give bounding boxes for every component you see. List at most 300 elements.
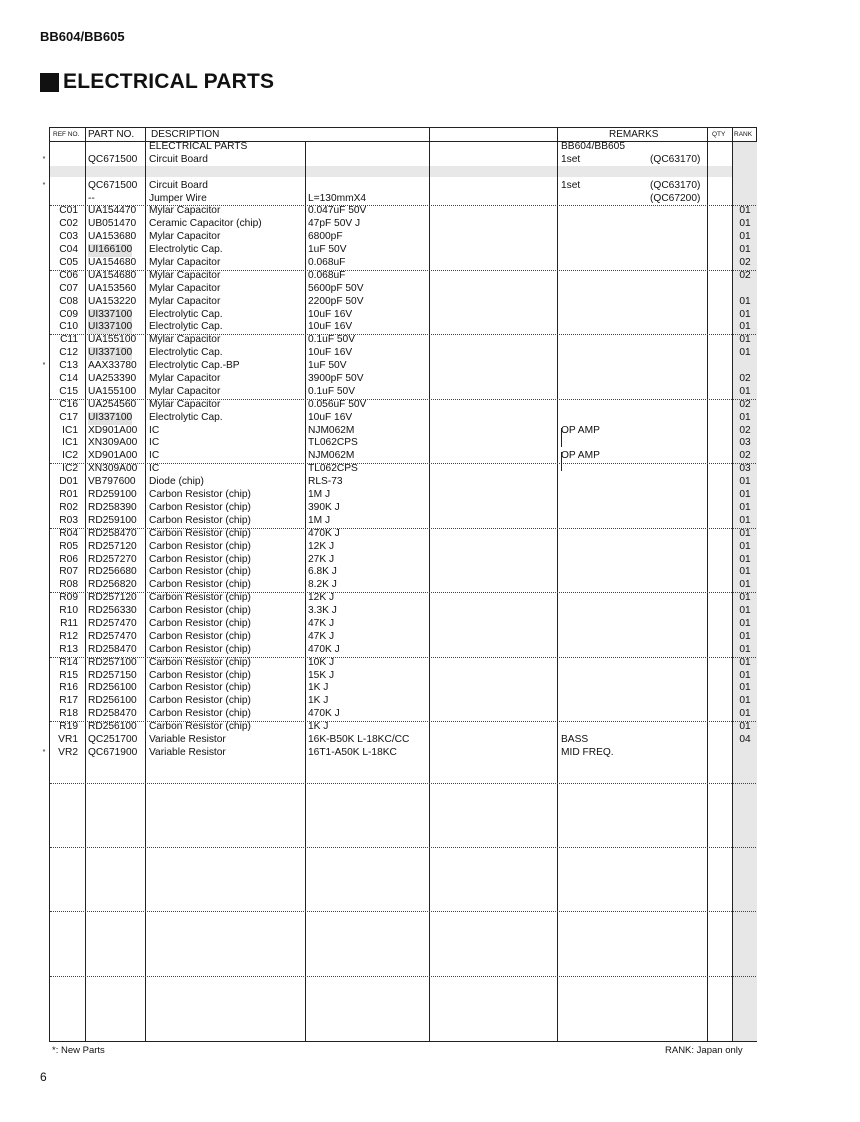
cell-ref: R15 [59, 669, 78, 681]
cell-part: XD901A00 [88, 450, 138, 462]
cell-part: UA154680 [88, 269, 137, 281]
cell-part: RD256100 [88, 721, 137, 733]
cell-star: * [42, 181, 46, 189]
cell-desc: Carbon Resistor (chip) [149, 579, 251, 591]
table-row [50, 218, 756, 231]
cell-rank: 01 [739, 708, 751, 720]
cell-part: -- [88, 192, 95, 204]
cell-part: QC671500 [88, 153, 138, 165]
cell-rem2: (QC63170) [650, 153, 701, 165]
cell-desc: Carbon Resistor (chip) [149, 489, 251, 501]
cell-val: 0.056uF 50V [308, 398, 367, 410]
cell-val: 6800pF [308, 231, 343, 243]
table-row [50, 541, 756, 554]
cell-val: NJM062M [308, 424, 355, 436]
cell-desc: Carbon Resistor (chip) [149, 566, 251, 578]
cell-rem: 1set [561, 179, 581, 191]
cell-desc: Mylar Capacitor [149, 231, 221, 243]
cell-desc: Carbon Resistor (chip) [149, 708, 251, 720]
cell-rank: 01 [739, 540, 751, 552]
table-row [50, 296, 756, 309]
cell-ref: C13 [59, 360, 78, 372]
cell-desc: Carbon Resistor (chip) [149, 540, 251, 552]
cell-ref: R16 [59, 682, 78, 694]
cell-desc: IC [149, 437, 160, 449]
cell-val: 10K J [308, 656, 335, 668]
table-row [50, 347, 756, 360]
cell-ref: R08 [59, 579, 78, 591]
cell-val: 12K J [308, 540, 335, 552]
cell-ref: C10 [59, 321, 78, 333]
table-row [50, 631, 756, 644]
cell-star: * [42, 362, 46, 370]
cell-rank: 02 [739, 373, 751, 385]
cell-ref: C04 [59, 244, 78, 256]
cell-val: 0.047uF 50V [308, 205, 367, 217]
cell-desc: Carbon Resistor (chip) [149, 630, 251, 642]
cell-desc: Mylar Capacitor [149, 334, 221, 346]
cell-ref: C15 [59, 385, 78, 397]
cell-val: 1M J [308, 514, 331, 526]
cell-desc: Mylar Capacitor [149, 385, 221, 397]
cell-ref: R12 [59, 630, 78, 642]
table-row [50, 334, 756, 347]
cell-part: AAX33780 [88, 360, 137, 372]
header-description: DESCRIPTION [151, 129, 220, 140]
cell-part: UI337100 [88, 321, 133, 333]
cell-ref: VR2 [58, 746, 78, 758]
cell-rank: 01 [739, 231, 751, 243]
cell-part: UA154680 [88, 257, 137, 269]
cell-ref: C08 [59, 295, 78, 307]
cell-rank: 01 [739, 218, 751, 230]
cell-desc: Electrolytic Cap. [149, 347, 223, 359]
table-row [42, 179, 756, 193]
cell-val: 3900pF 50V [308, 373, 364, 385]
table-row [50, 579, 756, 592]
table-row [50, 309, 756, 322]
table-row [50, 592, 756, 605]
table-row [50, 670, 756, 683]
cell-val: 47pF 50V J [308, 218, 361, 230]
cell-rem: OP AMP [561, 450, 600, 462]
table-row [50, 283, 756, 296]
model-name: BB604/BB605 [40, 29, 125, 44]
cell-val: 10uF 16V [308, 321, 353, 333]
cell-rank: 01 [739, 605, 751, 617]
cell-part: UA155100 [88, 334, 137, 346]
table-row [50, 566, 756, 579]
table-row [50, 386, 756, 399]
cell-ref: IC2 [62, 463, 78, 475]
cell-part: RD257150 [88, 669, 137, 681]
cell-desc: Variable Resistor [149, 733, 226, 745]
cell-ref: C17 [59, 411, 78, 423]
table-row [42, 153, 756, 167]
table-row [50, 270, 756, 283]
table-row [50, 437, 756, 450]
cell-rank: 01 [739, 695, 751, 707]
cell-rank: 01 [739, 244, 751, 256]
cell-rank: 01 [739, 617, 751, 629]
table-row [50, 657, 756, 670]
cell-val: 12K J [308, 592, 335, 604]
cell-rank: 01 [739, 385, 751, 397]
cell-rank: 01 [739, 501, 751, 513]
cell-val: 1M J [308, 489, 331, 501]
cell-ref: R07 [59, 566, 78, 578]
cell-val: 15K J [308, 669, 335, 681]
table-row [50, 644, 756, 657]
cell-val: 390K J [308, 501, 340, 513]
cell-rank: 01 [739, 682, 751, 694]
cell-rank: 01 [739, 592, 751, 604]
cell-ref: D01 [59, 476, 78, 488]
cell-val: 5600pF 50V [308, 282, 364, 294]
cell-desc: Circuit Board [149, 153, 208, 165]
cell-part: QC671500 [88, 179, 138, 191]
cell-desc: IC [149, 450, 160, 462]
cell-rank: 01 [739, 630, 751, 642]
cell-val: 1K J [308, 682, 329, 694]
cell-ref: C05 [59, 257, 78, 269]
cell-part: UA153680 [88, 231, 137, 243]
cell-val: 16T1-A50K L-18KC [308, 746, 397, 758]
header-ref-no: REF NO. [53, 131, 80, 138]
cell-part: RD256680 [88, 566, 137, 578]
table-row [50, 605, 756, 618]
cell-part: UA254560 [88, 398, 137, 410]
cell-desc: Mylar Capacitor [149, 373, 221, 385]
cell-rem2: (QC63170) [650, 179, 701, 191]
cell-rank: 01 [739, 295, 751, 307]
header-remarks: REMARKS [609, 129, 659, 140]
table-row [50, 412, 756, 425]
cell-desc: Electrolytic Cap.-BP [149, 360, 240, 372]
dotted-separator [50, 847, 756, 848]
cell-part: QC671900 [88, 746, 138, 758]
cell-val: 2200pF 50V [308, 295, 364, 307]
cell-desc: Carbon Resistor (chip) [149, 643, 251, 655]
cell-rank: 01 [739, 334, 751, 346]
cell-part: RD258390 [88, 501, 137, 513]
cell-val: 470K J [308, 643, 340, 655]
table-row [50, 528, 756, 541]
cell-val: 8.2K J [308, 579, 337, 591]
cell-rem: MID FREQ. [561, 746, 614, 758]
cell-ref: C11 [60, 334, 78, 346]
table-row [42, 746, 756, 760]
section-title: ELECTRICAL PARTS [63, 70, 275, 93]
cell-ref: R09 [59, 592, 78, 604]
cell-part: UA155100 [88, 385, 137, 397]
new-parts-note: *: New Parts [52, 1045, 105, 1056]
cell-val: 47K J [308, 617, 335, 629]
cell-rank: 04 [739, 733, 751, 745]
table-row [50, 734, 756, 747]
cell-rank: 01 [739, 347, 751, 359]
cell-desc: Mylar Capacitor [149, 269, 221, 281]
cell-desc: Carbon Resistor (chip) [149, 669, 251, 681]
header-qty: QTY [712, 131, 726, 138]
cell-val: RLS-73 [308, 476, 343, 488]
cell-part: RD258470 [88, 643, 137, 655]
cell-rank: 01 [739, 566, 751, 578]
dotted-separator [50, 911, 756, 912]
table-row [50, 205, 756, 218]
cell-desc: Mylar Capacitor [149, 295, 221, 307]
cell-part: RD258470 [88, 527, 137, 539]
rank-note: RANK: Japan only [665, 1045, 743, 1056]
parts-rows [42, 141, 756, 760]
cell-part: RD258470 [88, 708, 137, 720]
cell-rem: BB604/BB605 [561, 141, 626, 152]
cell-desc: Carbon Resistor (chip) [149, 605, 251, 617]
cell-part: UA153220 [88, 295, 137, 307]
cell-rank: 01 [739, 514, 751, 526]
cell-part: QC251700 [88, 733, 138, 745]
cell-ref: C09 [59, 308, 78, 320]
table-row [50, 618, 756, 631]
cell-part: RD256100 [88, 682, 137, 694]
cell-val: 6.8K J [308, 566, 337, 578]
cell-rem2: (QC67200) [650, 192, 701, 204]
cell-rank: 01 [739, 527, 751, 539]
cell-rank: 03 [739, 463, 751, 475]
cell-ref: C03 [59, 231, 78, 243]
table-row [50, 682, 756, 695]
cell-rank: 01 [739, 476, 751, 488]
table-row [50, 554, 756, 567]
cell-ref: IC2 [62, 450, 78, 462]
cell-desc: IC [149, 463, 160, 475]
table-row [50, 489, 756, 502]
table-row [50, 502, 756, 515]
cell-rank: 01 [739, 411, 751, 423]
cell-rank: 02 [739, 450, 751, 462]
section-square-icon [40, 73, 59, 92]
cell-val: 1K J [308, 695, 329, 707]
cell-part: XN309A00 [88, 437, 138, 449]
cell-desc: Carbon Resistor (chip) [149, 514, 251, 526]
cell-part: VB797600 [88, 476, 136, 488]
cell-val: 47K J [308, 630, 335, 642]
header-part-no: PART NO. [88, 129, 135, 140]
page-number: 6 [40, 1070, 47, 1084]
cell-desc: ELECTRICAL PARTS [149, 141, 248, 152]
cell-val: 10uF 16V [308, 347, 353, 359]
cell-desc: Ceramic Capacitor (chip) [149, 218, 262, 230]
cell-ref: C16 [59, 398, 78, 410]
table-row [50, 193, 756, 206]
cell-part: UI337100 [88, 347, 133, 359]
cell-part: RD259100 [88, 514, 137, 526]
table-row [50, 463, 756, 476]
cell-desc: Electrolytic Cap. [149, 244, 223, 256]
cell-part: UA154470 [88, 205, 137, 217]
cell-part: XD901A00 [88, 424, 138, 436]
cell-desc: Mylar Capacitor [149, 205, 221, 217]
cell-star: * [42, 155, 46, 163]
cell-rank: 01 [739, 643, 751, 655]
cell-ref: C14 [59, 373, 78, 385]
cell-part: UI166100 [88, 244, 133, 256]
cell-desc: Electrolytic Cap. [149, 411, 223, 423]
cell-desc: Carbon Resistor (chip) [149, 721, 251, 733]
cell-part: UA153560 [88, 282, 137, 294]
cell-rank: 02 [739, 257, 751, 269]
cell-rem: 1set [561, 153, 581, 165]
cell-desc: Carbon Resistor (chip) [149, 501, 251, 513]
cell-ref: R19 [59, 721, 78, 733]
cell-val: 0.068uF [308, 269, 346, 281]
cell-ref: R02 [59, 501, 78, 513]
cell-rem: BASS [561, 733, 589, 745]
table-row [50, 399, 756, 412]
cell-rank: 02 [739, 398, 751, 410]
table-row [50, 695, 756, 708]
cell-ref: IC1 [62, 437, 78, 449]
section-heading [40, 71, 274, 93]
table-row [50, 515, 756, 528]
cell-val: 27K J [308, 553, 335, 565]
table-row [50, 141, 756, 154]
cell-ref: C02 [59, 218, 78, 230]
cell-ref: R03 [59, 514, 78, 526]
cell-desc: Diode (chip) [149, 476, 204, 488]
cell-val: NJM062M [308, 450, 355, 462]
cell-rank: 02 [739, 269, 751, 281]
table-row [50, 425, 756, 438]
cell-part: UI337100 [88, 411, 133, 423]
cell-ref: R04 [59, 527, 78, 539]
table-row [50, 244, 756, 257]
table-row [50, 476, 756, 489]
cell-ref: R06 [59, 553, 78, 565]
cell-val: 0.1uF 50V [308, 334, 356, 346]
cell-part: RD257470 [88, 617, 137, 629]
cell-ref: VR1 [58, 733, 78, 745]
cell-desc: Carbon Resistor (chip) [149, 553, 251, 565]
cell-part: RD256820 [88, 579, 137, 591]
cell-desc: Mylar Capacitor [149, 282, 221, 294]
cell-desc: Mylar Capacitor [149, 257, 221, 269]
cell-star: * [42, 748, 46, 756]
cell-val: L=130mmX4 [308, 192, 367, 204]
cell-val: 16K-B50K L-18KC/CC [308, 733, 410, 745]
cell-val: 0.068uF [308, 257, 346, 269]
cell-ref: C01 [59, 205, 78, 217]
cell-rank: 01 [739, 308, 751, 320]
cell-rank: 01 [739, 553, 751, 565]
cell-rem: OP AMP [561, 424, 600, 436]
cell-val: 0.1uF 50V [308, 385, 356, 397]
cell-ref: R17 [59, 695, 78, 707]
cell-ref: IC1 [62, 424, 78, 436]
cell-rank: 01 [739, 321, 751, 333]
cell-ref: C07 [59, 282, 78, 294]
table-row [42, 360, 756, 373]
cell-desc: Carbon Resistor (chip) [149, 527, 251, 539]
cell-val: TL062CPS [308, 463, 358, 475]
cell-ref: R18 [59, 708, 78, 720]
cell-part: RD257120 [88, 592, 137, 604]
cell-ref: C06 [59, 269, 78, 281]
cell-ref: R11 [60, 617, 78, 629]
cell-ref: R13 [59, 643, 78, 655]
table-row [50, 373, 756, 386]
cell-rank: 03 [739, 437, 751, 449]
cell-desc: Carbon Resistor (chip) [149, 592, 251, 604]
cell-rank: 01 [739, 669, 751, 681]
table-row [50, 721, 756, 734]
cell-part: RD257100 [88, 656, 137, 668]
cell-val: 10uF 16V [308, 308, 353, 320]
cell-rank: 02 [739, 424, 751, 436]
cell-part: RD256330 [88, 605, 137, 617]
cell-desc: IC [149, 424, 160, 436]
cell-ref: R14 [59, 656, 78, 668]
header-rank: RANK [734, 131, 753, 138]
cell-val: 470K J [308, 708, 340, 720]
cell-desc: Carbon Resistor (chip) [149, 695, 251, 707]
cell-val: 470K J [308, 527, 340, 539]
cell-part: XN309A00 [88, 463, 138, 475]
cell-rank: 01 [739, 579, 751, 591]
cell-part: RD257470 [88, 630, 137, 642]
cell-desc: Electrolytic Cap. [149, 321, 223, 333]
cell-desc: Carbon Resistor (chip) [149, 656, 251, 668]
cell-ref: C12 [59, 347, 78, 359]
cell-ref: R01 [59, 489, 78, 501]
cell-part: RD256100 [88, 695, 137, 707]
cell-val: 1K J [308, 721, 329, 733]
cell-val: 3.3K J [308, 605, 337, 617]
cell-rank: 01 [739, 489, 751, 501]
parts-table [42, 127, 757, 1042]
cell-val: TL062CPS [308, 437, 358, 449]
table-row [50, 450, 756, 463]
cell-desc: Mylar Capacitor [149, 398, 221, 410]
dotted-separator [50, 783, 756, 784]
table-row [50, 321, 756, 334]
cell-rank: 01 [739, 656, 751, 668]
cell-rank: 01 [739, 721, 751, 733]
cell-desc: Electrolytic Cap. [149, 308, 223, 320]
cell-part: UA253390 [88, 373, 137, 385]
cell-part: UB051470 [88, 218, 137, 230]
table-row [50, 167, 756, 180]
cell-part: RD257120 [88, 540, 137, 552]
cell-desc: Carbon Resistor (chip) [149, 682, 251, 694]
cell-val: 1uF 50V [308, 244, 347, 256]
cell-val: 1uF 50V [308, 360, 347, 372]
cell-desc: Variable Resistor [149, 746, 226, 758]
table-row [50, 231, 756, 244]
cell-desc: Carbon Resistor (chip) [149, 617, 251, 629]
cell-desc: Circuit Board [149, 179, 208, 191]
cell-ref: R05 [59, 540, 78, 552]
table-row [50, 708, 756, 721]
cell-rank: 01 [739, 205, 751, 217]
cell-val: 10uF 16V [308, 411, 353, 423]
dotted-separator [50, 976, 756, 977]
cell-part: UI337100 [88, 308, 133, 320]
cell-part: RD259100 [88, 489, 137, 501]
table-row [50, 257, 756, 270]
cell-ref: R10 [59, 605, 78, 617]
cell-desc: Jumper Wire [149, 192, 207, 204]
